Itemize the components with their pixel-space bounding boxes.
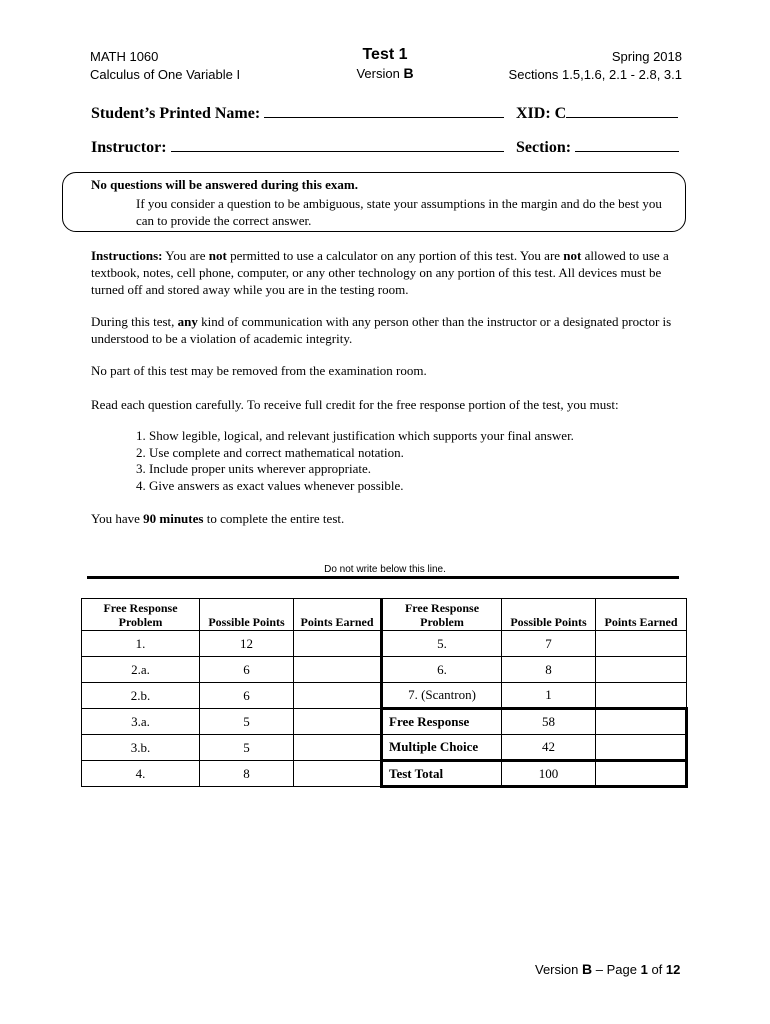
- term-info: [509, 48, 682, 84]
- column-header: Free Response Problem: [382, 599, 502, 631]
- course-title: Calculus of One Variable I: [90, 67, 241, 82]
- divider-line: [87, 576, 679, 579]
- list-item: 1. Show legible, logical, and relevant justification which supports your final answer.: [136, 428, 574, 443]
- footer-page-number: 1: [640, 962, 648, 977]
- points-cell: 5: [200, 735, 294, 761]
- points-cell: 1: [502, 683, 596, 709]
- text-span: During this test,: [91, 314, 178, 329]
- problem-cell: 1.: [82, 631, 200, 657]
- text-span: permitted to use a calculator on any portion of this test. You are: [226, 248, 564, 263]
- table-row: [82, 683, 687, 709]
- problem-cell: 4.: [82, 761, 200, 787]
- table-row: [82, 657, 687, 683]
- earned-cell[interactable]: [596, 683, 687, 709]
- student-name-field[interactable]: [91, 104, 504, 123]
- requirements-list: [136, 428, 574, 494]
- points-cell: 6: [200, 657, 294, 683]
- problem-cell: 7. (Scantron): [382, 683, 502, 709]
- footer-of: of: [651, 962, 663, 977]
- emphasis-any: any: [177, 314, 198, 329]
- term: Spring 2018: [611, 49, 682, 64]
- notice-heading: No questions will be answered during this exam.: [91, 177, 359, 192]
- xid-field[interactable]: [516, 104, 678, 123]
- version-label: Version: [356, 66, 400, 81]
- earned-cell[interactable]: [294, 761, 382, 787]
- instructions-paragraph: [91, 247, 691, 298]
- problem-cell: 5.: [382, 631, 502, 657]
- test-title: Test 1: [362, 46, 408, 63]
- table-row: [82, 709, 687, 735]
- earned-cell[interactable]: [596, 657, 687, 683]
- text-span: allowed to use a textbook, notes, cell phone, computer, or any other technology on any portion of this test. All devices must be turned off and stored away while you are in the testing room.: [91, 248, 669, 297]
- xid-label: XID: C: [516, 105, 567, 122]
- integrity-paragraph: [91, 313, 691, 347]
- summary-label-cell: Test Total: [382, 761, 502, 787]
- problem-cell: 3.a.: [82, 709, 200, 735]
- student-name-line[interactable]: [264, 104, 504, 118]
- points-cell: 58: [502, 709, 596, 735]
- table-row: [82, 735, 687, 761]
- course-number: MATH 1060: [90, 49, 159, 64]
- instructions-lead: Instructions:: [91, 248, 163, 263]
- points-cell: 42: [502, 735, 596, 761]
- points-cell: 8: [502, 657, 596, 683]
- summary-label-cell: Free Response: [382, 709, 502, 735]
- earned-cell[interactable]: [596, 631, 687, 657]
- points-cell: 100: [502, 761, 596, 787]
- instructor-field[interactable]: [91, 138, 504, 157]
- footer-page-label: – Page: [595, 962, 637, 977]
- summary-label-cell: Multiple Choice: [382, 735, 502, 761]
- instructor-label: Instructor:: [91, 139, 167, 156]
- text-span: to complete the entire test.: [203, 511, 345, 526]
- problem-cell: 2.b.: [82, 683, 200, 709]
- section-field[interactable]: [516, 138, 679, 157]
- version-letter: B: [403, 65, 414, 81]
- earned-cell[interactable]: [596, 735, 687, 761]
- read-carefully-paragraph: Read each question carefully. To receive full credit for the free response portion of the test, you must:: [91, 397, 619, 412]
- sections: Sections 1.5,1.6, 2.1 - 2.8, 3.1: [508, 67, 682, 82]
- table-header-row: [82, 599, 687, 631]
- divider-label: Do not write below this line.: [324, 564, 446, 575]
- table-row: [82, 761, 687, 787]
- section-line[interactable]: [575, 138, 679, 152]
- points-cell: 12: [200, 631, 294, 657]
- footer-page-total: 12: [665, 962, 681, 977]
- points-cell: 8: [200, 761, 294, 787]
- xid-line[interactable]: [566, 104, 678, 118]
- page-footer: [535, 961, 680, 977]
- earned-cell[interactable]: [596, 761, 687, 787]
- footer-version-label: Version: [535, 962, 579, 977]
- emphasis-not: not: [563, 248, 582, 263]
- text-span: kind of communication with any person other than the instructor or a designated proctor is understood to be a violation of academic integrity.: [91, 314, 672, 346]
- points-cell: 5: [200, 709, 294, 735]
- list-item: 3. Include proper units wherever appropriate.: [136, 461, 371, 476]
- points-cell: 6: [200, 683, 294, 709]
- column-header: Free Response Problem: [82, 599, 200, 631]
- problem-cell: 2.a.: [82, 657, 200, 683]
- list-item: 4. Give answers as exact values whenever possible.: [136, 477, 404, 493]
- text-span: You have: [91, 511, 144, 526]
- column-header: Possible Points: [200, 599, 294, 631]
- column-header: Points Earned: [596, 599, 687, 631]
- column-header: Points Earned: [294, 599, 382, 631]
- time-paragraph: [91, 510, 691, 527]
- earned-cell[interactable]: [294, 631, 382, 657]
- column-header: Possible Points: [502, 599, 596, 631]
- list-item: 2. Use complete and correct mathematical notation.: [136, 444, 404, 460]
- instructor-line[interactable]: [171, 138, 504, 152]
- problem-cell: 3.b.: [82, 735, 200, 761]
- earned-cell[interactable]: [294, 683, 382, 709]
- earned-cell[interactable]: [294, 735, 382, 761]
- student-name-label: Student’s Printed Name:: [91, 105, 261, 122]
- time-limit: 90 minutes: [143, 511, 204, 526]
- earned-cell[interactable]: [294, 657, 382, 683]
- notice-box: [62, 172, 686, 232]
- score-table: [81, 598, 688, 788]
- removal-paragraph: No part of this test may be removed from the examination room.: [91, 363, 427, 378]
- section-label: Section:: [516, 139, 572, 156]
- table-row: [82, 631, 687, 657]
- earned-cell[interactable]: [294, 709, 382, 735]
- points-cell: 7: [502, 631, 596, 657]
- emphasis-not: not: [208, 248, 227, 263]
- notice-body: If you consider a question to be ambiguous, state your assumptions in the margin and do the best you can to provide the correct answer.: [136, 196, 662, 228]
- text-span: You are: [162, 248, 209, 263]
- problem-cell: 6.: [382, 657, 502, 683]
- earned-cell[interactable]: [596, 709, 687, 735]
- footer-version-letter: B: [582, 961, 593, 977]
